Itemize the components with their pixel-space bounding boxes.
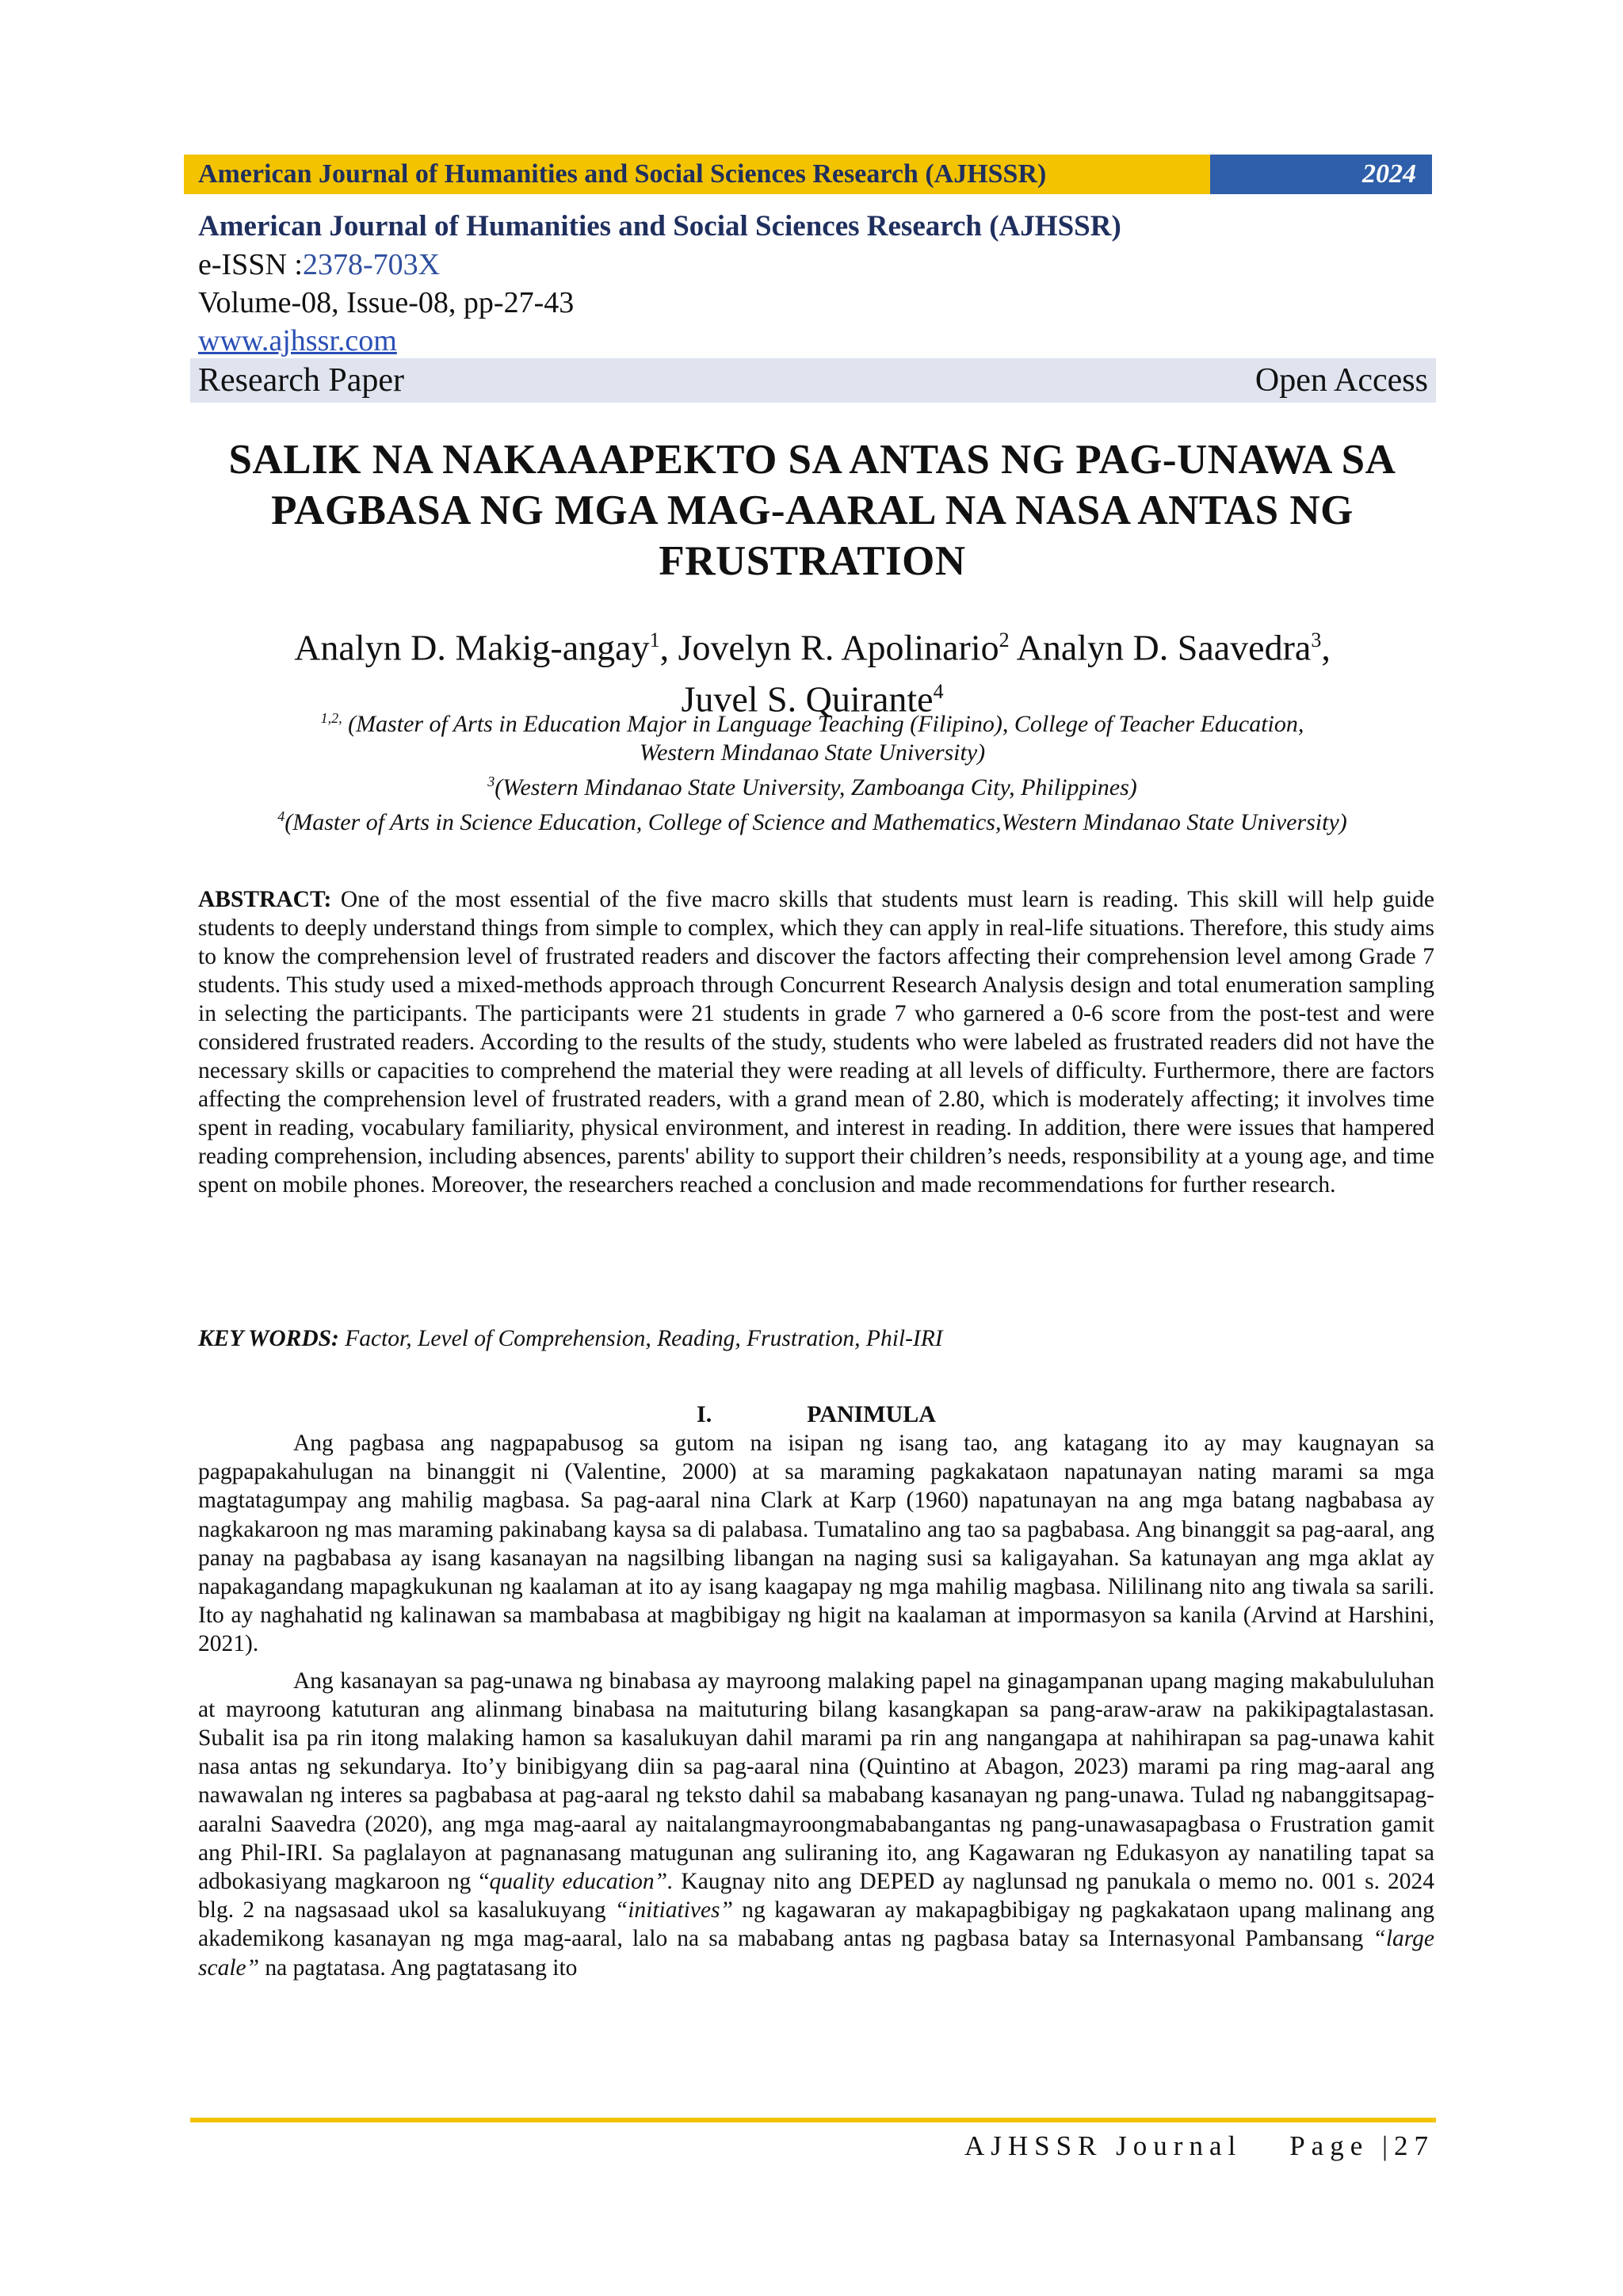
author-name: Analyn D. Saavedra [1016,627,1312,668]
affil-sup: 3 [487,774,495,789]
abstract-label: ABSTRACT: [198,887,332,912]
paragraph-emphasis: quality education”. [489,1869,674,1895]
title-line: SALIK NA NAKAAAPEKTO SA ANTAS NG PAG-UNAWA SA [228,437,1396,483]
journal-info [198,208,1434,360]
affil-text: (Master of Arts in Education Major in Language Teaching (Filipino), College of Teacher Education, [342,711,1304,737]
paragraph-text: Kaugnay nito ang DEPED ay naglunsad ng panukala o memo no. 001 s. 2024 blg. 2 na nagsasaad ukol sa kasalukuyang [198,1869,1434,1924]
website-link[interactable]: www.ajhssr.com [198,324,397,357]
body-text [198,1429,1434,1990]
author-sep [1010,627,1017,667]
article-type-bar [190,358,1436,403]
author-sup: 4 [933,680,944,704]
issn-value: 2378-703X [302,248,441,281]
running-header [184,155,1432,194]
title-line: PAGBASA NG MGA MAG-AARAL NA NASA ANTAS NG [271,487,1354,533]
footer-rule [190,2118,1436,2122]
title-line: FRUSTRATION [659,538,966,584]
keywords [198,1326,1434,1352]
footer-page: Page |27 [1289,2130,1434,2161]
abstract-text: One of the most essential of the five macro skills that students must learn is reading. This skill will help guide students to deeply understand things from simple to complex, which they can apply in real-life situations. Therefore, this study aims to know the comprehension level of frustrated readers and discover the factors affecting their comprehension level among Grade 7 students. This study used a mixed-methods approach through Concurrent Research Analysis design and total enumeration sampling in selecting the participants. The participants were 21 students in grade 7 who garnered a 0-6 score from the post-test and were considered frustrated readers. According to the results of the study, students who were labeled as frustrated readers did not have the necessary skills or capacities to comprehend the material they were reading at all levels of difficulty. Furthermore, there are factors affecting the comprehension level of frustrated readers, with a grand mean of 2.80, which is moderately affecting; it involves time spent in reading, vocabulary familiarity, physical environment, and interest in reading. In addition, there were issues that hampered reading comprehension, including absences, parents' ability to support their children’s needs, responsibility at a young age, and time spent on mobile phones. Moreover, the researchers reached a conclusion and made recommendations for further research. [198,887,1434,1198]
abstract [198,885,1434,1199]
paragraph-emphasis: “initiatives” [614,1897,733,1924]
access-type: Open Access [1254,362,1428,399]
author-name: Juvel S. Quirante [681,678,934,720]
issn-line [198,246,1434,284]
affil-text: (Master of Arts in Science Education, College of Science and Mathematics,Western Mindanao State University) [285,809,1347,835]
article-type: Research Paper [198,362,405,399]
affil-text: Western Mindanao State University) [639,739,986,766]
author-sup: 2 [999,628,1010,651]
running-header-year: 2024 [1210,155,1432,194]
author-sep: , [659,627,678,668]
author-name: Analyn D. Makig-angay [294,627,650,668]
affiliations [182,704,1442,837]
author-sep: , [1321,627,1331,668]
paragraph-text: na pagtatasa. Ang pagtatasang ito [259,1954,578,1981]
keywords-text: Factor, Level of Comprehension, Reading, Frustration, Phil-IRI [338,1326,943,1351]
paragraph-text: ng kagawaran ay makapagbibigay ng pagkakataon upang malinang ang akademikong kasanayan ng mga mag-aaral, lalo na sa mababang antas ng pagbasa batay sa Internasyonal Pambansang [198,1897,1434,1952]
keywords-label: KEY WORDS: [198,1326,339,1351]
journal-name: American Journal of Humanities and Social Sciences Research (AJHSSR) [198,210,1121,243]
section-number: I. [697,1401,712,1427]
author-sup: 1 [649,628,660,651]
running-header-journal: American Journal of Humanities and Social Sciences Research (AJHSSR) [184,155,1210,194]
affil-text: (Western Mindanao State University, Zamboanga City, Philippines) [495,774,1137,800]
paragraph-emphasis: “large scale” [198,1926,1434,1981]
section-title: PANIMULA [807,1401,936,1427]
page-footer [964,2130,1434,2162]
footer-journal: AJHSSR Journal [964,2130,1243,2161]
paragraph-text: Ang kasanayan sa pag-unawa ng binabasa ay mayroong malaking papel na ginagampanan upang maging makabululuhan at mayroong katuturan ang alinmang binabasa na maituturing bilang kasangkapan sa pang-araw-araw na pakikipagtalastasan. Subalit isa pa rin itong malaking hamon sa kasalukuyan dahil marami pa rin ang nangangapa at nahihirapan sa pag-unawa kahit nasa antas ng sekundarya. Ito’y binibigyang diin sa pag-aaral nina (Quintino at Abagon, 2023) marami pa ring mag-aaral ang nawawalan ng interes sa pagbabasa at pag-aaral ng teksto dahil sa mababang kasanayan ng pang-unawa. Tulad ng nabanggitsapag-aaralni Saavedra (2020), ang mga mag-aaral ay naitalangmayroongmababangantas ng pang-unawasapagbasa o Frustration gamit ang Phil-IRI. Sa paglalayon at pagnanasang matugunan ang suliraning ito, ang Kagawaran ng Edukasyon ay nanatiling tapat sa adbokasiyang magkaroon ng “ [198,1668,1434,1895]
issn-label: e-ISSN : [198,248,303,281]
section-heading [198,1400,1434,1429]
paragraph: Ang pagbasa ang nagpapabusog sa gutom na isipan ng isang tao, ang katagang ito ay may kaugnayan sa pagpapakahulugan na binanggit ni (Valentine, 2000) at sa maraming pagkakataon napatunayan nating marami sa mga magtatagumpay ang mahilig magbasa. Sa pag-aaral nina Clark at Karp (1960) napatunayan na ang mga batang nagbabasa ay nagkakaroon ng mas maraming pakinabang kaysa sa di palabasa. Tumatalino ang tao sa pagbabasa. Ang binanggit sa pag-aaral, ang panay na pagbabasa ay isang kasanayan na nagsilbing libangan na naging susi sa kaligayahan. Sa katunayan ang mga aklat ay napakagandang mapagkukunan ng kaalaman at ito ay isang kaagapay ng mga mahilig magbasa. Nililinang nito ang tiwala sa sarili. Ito ay naghahatid ng kalinawan sa mambabasa at magbibigay ng higit na kaalaman at impormasyon sa kanila (Arvind at Harshini, 2021). [198,1431,1434,1657]
paragraph [198,1667,1434,1982]
volume-line: Volume-08, Issue-08, pp-27-43 [198,286,575,319]
paper-title [182,434,1442,586]
author-sup: 3 [1311,628,1322,651]
affil-sup: 4 [277,808,285,824]
author-name: Jovelyn R. Apolinario [678,627,999,668]
affil-sup: 1,2, [320,710,342,726]
